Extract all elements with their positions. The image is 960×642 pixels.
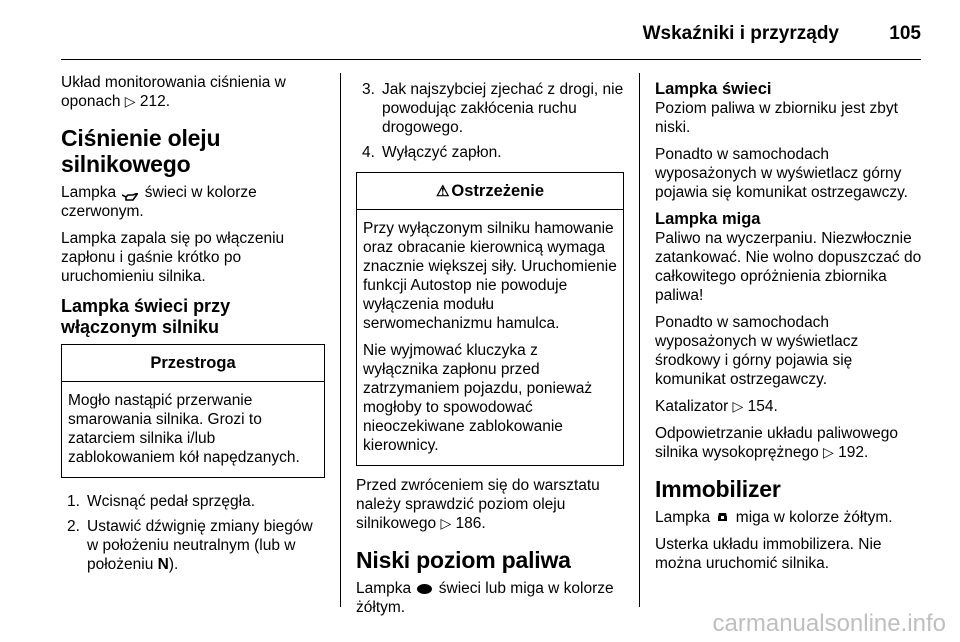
page-title: Wskaźniki i przyrządy bbox=[642, 23, 839, 44]
page-link[interactable]: 154. bbox=[747, 398, 778, 415]
paragraph: Usterka układu immobilizera. Nie można uruchomić silnika. bbox=[655, 536, 882, 573]
paragraph: Lampka świeci w kolorze czerwonym. bbox=[61, 184, 257, 220]
warning-text: Przy wyłączonym silniku hamowanie oraz obracanie kierownicą wymaga znacznie większej siły. Uruchomienie funkcji Autostop nie powoduje wyłączenia modułu serwomechanizmu hamulca. bbox=[363, 220, 617, 332]
paragraph: Lampka miga w kolorze żółtym. bbox=[655, 509, 893, 526]
paragraph: Ponadto w samochodach wyposażonych w wyświetlacz środkowy i górny pojawia się komunikat ostrzegawczy. bbox=[655, 314, 859, 388]
watermark: carmanualsonline.info bbox=[712, 610, 946, 637]
subheading-lamp-lit: Lampka świeci bbox=[655, 80, 772, 98]
list-item: 3. Jak najszybciej zjechać z drogi, nie powodując zakłócenia ruchu drogowego. bbox=[362, 81, 624, 136]
warning-icon: ⚠ bbox=[435, 183, 450, 200]
column-2 bbox=[356, 73, 624, 625]
column-divider bbox=[639, 73, 640, 607]
subheading-lamp-blinks: Lampka miga bbox=[655, 210, 761, 228]
page-number: 105 bbox=[889, 23, 921, 44]
column-1 bbox=[61, 73, 325, 580]
tpms-reference: Układ monitorowania ciśnienia w oponach ▷ 212. bbox=[61, 74, 286, 110]
warning-text: Nie wyjmować kluczyka z wyłącznika zapłonu przed zatrzymaniem pojazdu, ponieważ mogłoby to spowodować nieoczekiwane zablokowanie kierownicy. bbox=[363, 342, 593, 454]
reference-arrow-icon: ▷ bbox=[440, 515, 452, 531]
paragraph: Poziom paliwa w zbiorniku jest zbyt niski. bbox=[655, 100, 898, 136]
gear-neutral-label: N bbox=[157, 556, 169, 573]
list-item: 2. Ustawić dźwignię zmiany biegów w położeniu neutralnym (lub w położeniu N). bbox=[67, 518, 313, 573]
caution-text: Mogło nastąpić przerwanie smarowania silnika. Grozi to zatarciem silnika i/lub zablokowaniem kół napędzanych. bbox=[68, 392, 300, 466]
oil-check-reference: Przed zwróceniem się do warsztatu należy sprawdzić poziom oleju silnikowego ▷ 186. bbox=[356, 477, 600, 532]
immobilizer-icon bbox=[716, 508, 729, 527]
warning-title: Ostrzeżenie bbox=[451, 182, 545, 200]
page-link[interactable]: 212. bbox=[139, 93, 171, 110]
catalyst-reference: Katalizator ▷ 154. bbox=[655, 398, 778, 415]
steps-list bbox=[356, 80, 624, 162]
paragraph: Paliwo na wyczerpaniu. Niezwłocznie zatankować. Nie wolno dopuszczać do całkowitego opróżnienia zbiornika paliwa! bbox=[655, 230, 922, 304]
warning-header bbox=[357, 173, 623, 210]
column-3 bbox=[655, 73, 923, 581]
reference-arrow-icon: ▷ bbox=[823, 444, 834, 460]
list-item: 1. Wcisnąć pedał sprzęgła. bbox=[67, 493, 255, 510]
section-heading-immobilizer: Immobilizer bbox=[655, 476, 781, 502]
venting-reference: Odpowietrzanie układu paliwowego silnika wysokoprężnego ▷ 192. bbox=[655, 425, 898, 461]
warning-box bbox=[356, 172, 624, 466]
fuel-lamp-icon bbox=[417, 584, 432, 594]
caution-title: Przestroga bbox=[62, 345, 324, 382]
subheading-lamp-on: Lampka świeci przy włączonym silniku bbox=[61, 296, 231, 337]
page-header bbox=[61, 0, 921, 56]
list-item: 4. Wyłączyć zapłon. bbox=[362, 144, 502, 161]
header-divider bbox=[61, 59, 921, 60]
paragraph: Lampka zapala się po włączeniu zapłonu i gaśnie krótko po uruchomieniu silnika. bbox=[61, 230, 285, 285]
column-divider bbox=[340, 73, 341, 607]
page-link[interactable]: 186. bbox=[455, 515, 486, 532]
section-heading-oil-pressure: Ciśnienie oleju silnikowego bbox=[61, 125, 221, 177]
section-heading-low-fuel: Niski poziom paliwa bbox=[356, 547, 571, 573]
reference-arrow-icon: ▷ bbox=[124, 93, 136, 109]
caution-box bbox=[61, 344, 325, 478]
steps-list bbox=[61, 492, 325, 574]
paragraph: Lampka świeci lub miga w kolorze żółtym. bbox=[356, 580, 614, 616]
page-link[interactable]: 192. bbox=[838, 444, 869, 461]
reference-arrow-icon: ▷ bbox=[732, 398, 744, 414]
oil-can-icon bbox=[122, 188, 138, 197]
paragraph: Ponadto w samochodach wyposażonych w wyświetlacz górny pojawia się komunikat ostrzegawczy. bbox=[655, 146, 908, 201]
